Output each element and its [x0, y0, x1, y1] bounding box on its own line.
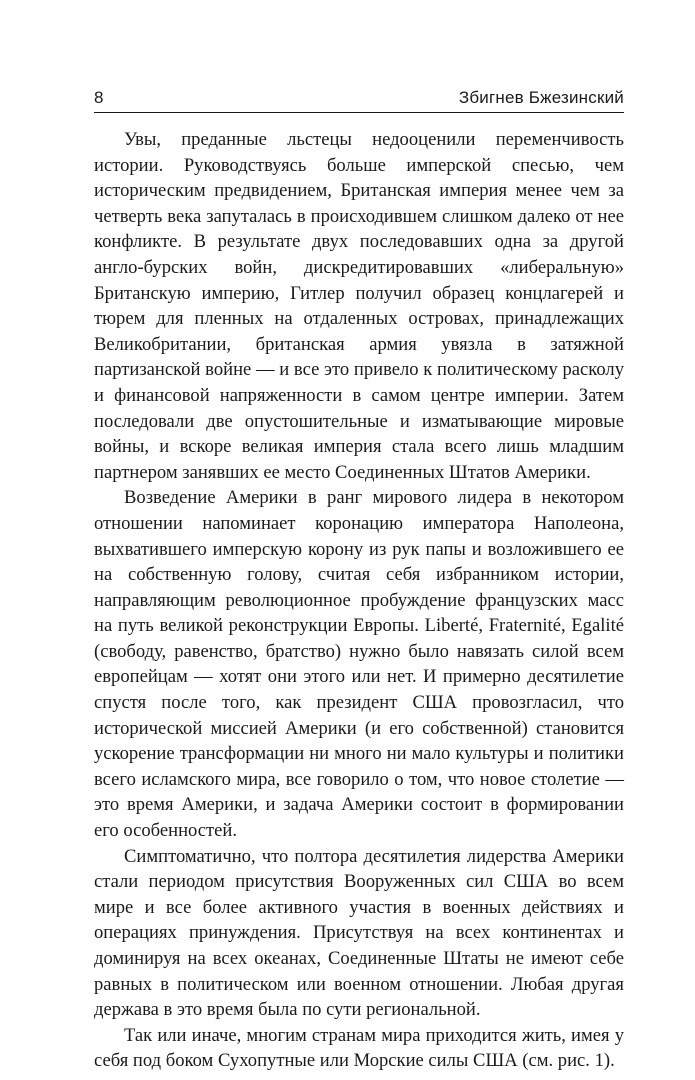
- header-divider: [94, 112, 624, 113]
- paragraph-2: Возведение Америки в ранг мирового лидера в некотором отношении напоминает коронацию императора Наполеона, выхватившего имперскую корону из рук папы и возложившего ее на собственную голову, считая себя избранником истории, направляющим революционное пробуждение французских масс на путь великой реконструкции Европы. Liberté, Fraternité, Egalité (свободу, равенство, братство) нужно было навязать силой всем европейцам — хотят они этого или нет. И примерно десятилетие спустя после того, как президент США провозгласил, что исторической миссией Америки (и его собственной) становится ускорение трансформации ни много ни мало культуры и политики всего исламского мира, все говорило о том, что новое столетие — это время Америки, и задача Америки состоит в формировании его особенностей.: [94, 487, 624, 842]
- page-number: 8: [94, 88, 104, 107]
- author-name: Збигнев Бжезинский: [458, 88, 624, 107]
- body-text: [94, 127, 624, 1074]
- paragraph-4: Так или иначе, многим странам мира приходится жить, имея у себя под боком Сухопутные или Морские силы США (см. рис. 1).: [94, 1024, 624, 1072]
- running-header: [94, 86, 624, 110]
- paragraph-1: Увы, преданные льстецы недооценили переменчивость истории. Руководствуясь больше имперской спесью, чем историческим предвидением, Британская империя менее чем за четверть века запуталась в происходившем слишком далеко от нее конфликте. В результате двух последовавших одна за другой англо-бурских войн, дискредитировавших «либеральную» Британскую империю, Гитлер получил образец концлагерей и тюрем для пленных на отдаленных островах, принадлежащих Великобритании, британская армия увязла в затяжной партизанской войне — и все это привело к политическому расколу и финансовой напряженности в самом центре империи. Затем последовали две опустошительные и изматывающие мировые войны, и вскоре великая империя стала всего лишь младшим партнером занявших ее место Соединенных Штатов Америки.: [94, 129, 624, 483]
- paragraph-3: Симптоматично, что полтора десятилетия лидерства Америки стали периодом присутствия Вооруженных сил США во всем мире и все более активного участия в военных действиях и операциях принуждения. Присутствуя на всех континентах и доминируя на всех океанах, Соединенные Штаты не имеют себе равных в политическом или военном отношении. Любая другая держава в это время была по сути региональной.: [94, 845, 624, 1021]
